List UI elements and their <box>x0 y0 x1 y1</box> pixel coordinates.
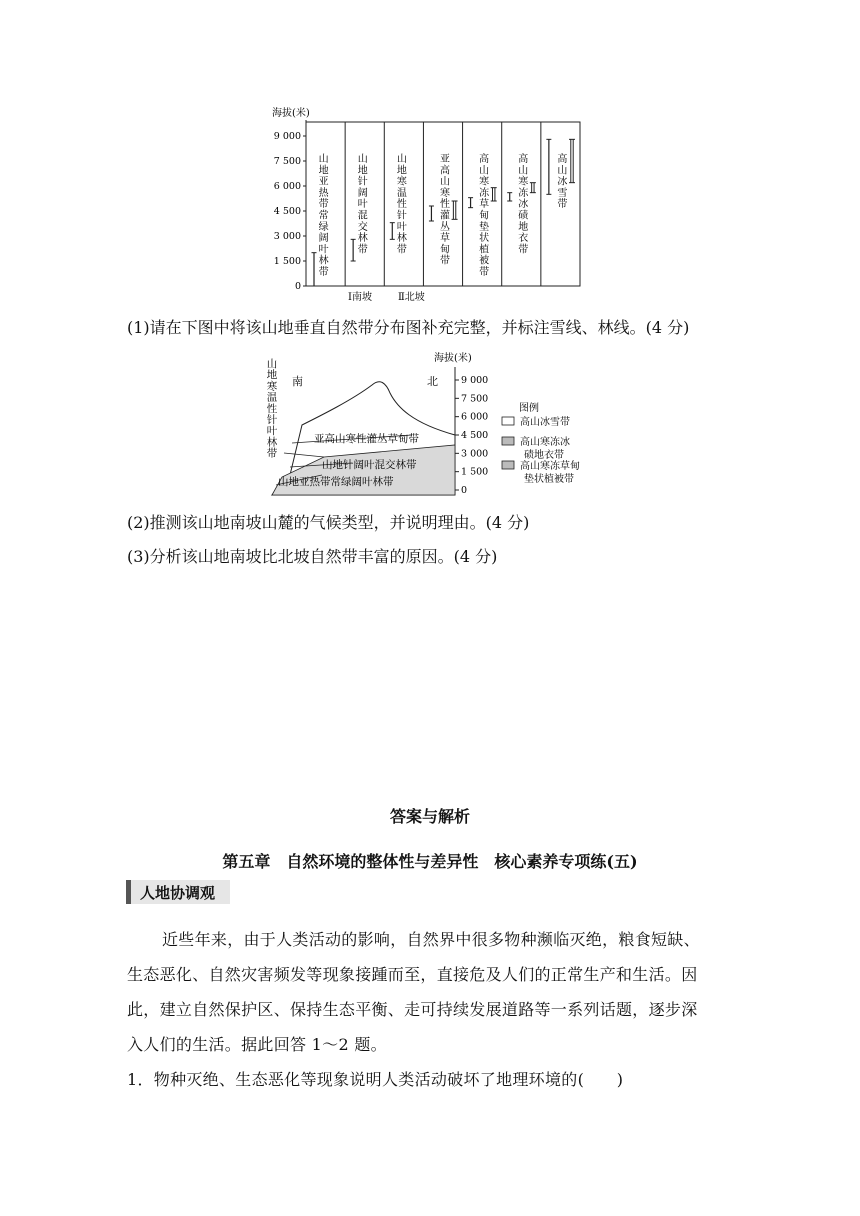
svg-text:叶: 叶 <box>266 425 278 438</box>
legend-north: Ⅱ北坡 <box>398 292 425 303</box>
svg-text:冻: 冻 <box>518 187 529 199</box>
question-2: (2)推测该山地南坡山麓的气候类型，并说明理由。(4 分) <box>127 513 530 532</box>
svg-text:甸: 甸 <box>440 244 450 256</box>
question-3: (3)分析该山地南坡比北坡自然带丰富的原因。(4 分) <box>127 547 498 566</box>
zone-label <box>479 152 490 278</box>
y-tick-label: 9 000 <box>273 131 301 142</box>
svg-text:冰: 冰 <box>557 176 568 188</box>
svg-text:垫: 垫 <box>479 221 490 233</box>
svg-text:带: 带 <box>266 447 278 460</box>
svg-text:状: 状 <box>479 233 490 245</box>
svg-text:性: 性 <box>266 402 278 415</box>
y-tick-label: 3 000 <box>273 231 301 242</box>
svg-text:地: 地 <box>318 165 329 177</box>
y-tick-label-2: 0 <box>461 485 468 496</box>
svg-text:高: 高 <box>518 154 529 165</box>
mountain-profile-svg <box>262 345 612 505</box>
svg-text:阔: 阔 <box>318 233 329 245</box>
svg-text:针: 针 <box>396 210 407 222</box>
legend-label: 高山冰雪带 <box>520 417 570 428</box>
svg-text:山: 山 <box>518 165 529 177</box>
svg-text:林: 林 <box>266 436 278 449</box>
svg-text:碛: 碛 <box>518 210 529 222</box>
svg-text:温: 温 <box>396 187 407 199</box>
svg-text:绿: 绿 <box>318 221 329 233</box>
svg-text:混: 混 <box>357 210 368 222</box>
svg-text:阔: 阔 <box>357 187 368 199</box>
question-1: (1)请在下图中将该山地垂直自然带分布图补充完整，并标注雪线、林线。(4 分) <box>127 318 690 337</box>
y-axis-title: 海拔(米) <box>272 108 310 119</box>
svg-text:温: 温 <box>266 391 278 404</box>
svg-text:带: 带 <box>440 255 450 267</box>
band-boundary <box>284 453 324 457</box>
svg-text:带: 带 <box>396 244 407 256</box>
south-label: 南 <box>292 375 303 388</box>
svg-text:冻: 冻 <box>479 187 490 199</box>
passage-line-2: 生态恶化、自然灾害频发等现象接踵而至，直接危及人们的正常生产和生活。因 <box>127 965 698 984</box>
svg-text:衣: 衣 <box>518 233 529 245</box>
svg-text:亚: 亚 <box>440 154 450 165</box>
legend-label: 高山寒冻冰 <box>520 437 570 448</box>
chapter-title: 第五章 自然环境的整体性与差异性 核心素养专项练(五) <box>222 852 638 871</box>
svg-text:地: 地 <box>518 221 529 233</box>
zone-label <box>319 152 330 278</box>
zone-label <box>440 153 450 267</box>
svg-text:带: 带 <box>318 199 329 211</box>
svg-text:山: 山 <box>557 165 568 177</box>
answer-title: 答案与解析 <box>389 807 470 826</box>
svg-text:带: 带 <box>357 244 368 256</box>
svg-text:亚: 亚 <box>318 176 329 188</box>
svg-text:带: 带 <box>479 267 490 278</box>
legend-title-2: 图例 <box>519 403 539 414</box>
y-tick-label-2: 1 500 <box>461 466 489 478</box>
svg-text:冰: 冰 <box>518 199 529 211</box>
svg-text:山: 山 <box>479 165 490 177</box>
y-axis-title-2: 海拔(米) <box>434 353 472 364</box>
svg-text:林: 林 <box>396 233 407 245</box>
svg-text:寒: 寒 <box>518 176 529 188</box>
svg-text:山: 山 <box>266 358 278 370</box>
svg-text:植: 植 <box>479 244 490 256</box>
y-tick-label-2: 3 000 <box>461 448 489 460</box>
y-tick-label-2: 7 500 <box>461 393 489 405</box>
band-label: 山地亚热带常绿阔叶林带 <box>278 476 394 488</box>
zone-label <box>358 152 368 255</box>
tag-marker <box>126 880 131 904</box>
svg-text:地: 地 <box>266 369 278 382</box>
north-label: 北 <box>427 375 438 388</box>
svg-text:带: 带 <box>318 267 329 278</box>
legend-swatch <box>502 417 514 425</box>
svg-text:叶: 叶 <box>357 199 368 211</box>
svg-text:寒: 寒 <box>440 187 450 199</box>
svg-text:带: 带 <box>557 199 568 211</box>
svg-text:针: 针 <box>266 414 278 426</box>
svg-text:带: 带 <box>518 244 529 256</box>
legend-south: Ⅰ南坡 <box>348 292 372 303</box>
zone-label <box>397 152 407 255</box>
svg-text:高: 高 <box>479 154 490 165</box>
passage-line-3: 此，建立自然保护区、保持生态平衡、走可持续发展道路等一系列话题，逐步深 <box>127 1000 698 1019</box>
svg-text:草: 草 <box>440 233 450 245</box>
y-tick-label-2: 6 000 <box>461 411 489 423</box>
svg-text:地: 地 <box>357 165 368 177</box>
band-label: 山地针阔叶混交林带 <box>322 459 417 471</box>
section-tag-label: 人地协调观 <box>140 884 216 902</box>
svg-text:性: 性 <box>396 199 407 211</box>
altitude-zone-chart <box>270 100 590 310</box>
mountain-profile-diagram <box>262 345 612 505</box>
y-tick-label-2: 4 500 <box>461 430 489 441</box>
svg-text:叶: 叶 <box>396 221 407 233</box>
svg-text:山: 山 <box>440 176 450 188</box>
svg-text:山: 山 <box>357 154 368 165</box>
svg-text:甸: 甸 <box>479 210 490 222</box>
svg-text:草: 草 <box>479 199 490 211</box>
svg-text:灌: 灌 <box>440 210 450 222</box>
section-tag <box>126 880 230 904</box>
svg-text:山: 山 <box>396 154 407 165</box>
svg-text:寒: 寒 <box>396 176 407 188</box>
legend-label: 高山寒冻草甸 <box>520 461 580 472</box>
zone-label <box>518 152 529 255</box>
svg-text:常: 常 <box>318 210 329 222</box>
svg-text:林: 林 <box>357 233 368 245</box>
legend-label: 垫状植被带 <box>524 474 574 485</box>
svg-text:地: 地 <box>396 165 407 177</box>
legend-swatch <box>502 461 514 469</box>
side-zone-label <box>267 357 278 460</box>
y-tick-label: 0 <box>294 281 301 292</box>
svg-text:交: 交 <box>357 221 368 233</box>
altitude-zone-chart-svg <box>270 100 590 310</box>
band-label: 亚高山寒性灌丛草甸带 <box>314 433 419 445</box>
svg-text:山: 山 <box>318 154 329 165</box>
zone-label <box>557 152 567 210</box>
legend-swatch <box>502 437 514 445</box>
svg-text:寒: 寒 <box>266 380 278 393</box>
passage-line-1: 近些年来，由于人类活动的影响，自然界中很多物种濒临灭绝，粮食短缺、 <box>162 930 700 949</box>
svg-text:寒: 寒 <box>479 176 490 188</box>
y-tick-label: 6 000 <box>273 181 301 192</box>
svg-text:雪: 雪 <box>557 187 568 199</box>
passage-line-4: 入人们的生活。据此回答 1～2 题。 <box>127 1035 387 1054</box>
svg-text:针: 针 <box>357 176 368 188</box>
svg-text:丛: 丛 <box>440 221 450 233</box>
y-tick-label: 1 500 <box>273 256 301 267</box>
y-tick-label: 4 500 <box>273 206 301 217</box>
svg-text:高: 高 <box>440 165 450 177</box>
svg-text:叶: 叶 <box>318 244 329 256</box>
y-tick-label-2: 9 000 <box>461 375 489 386</box>
legend-label: 碛地衣带 <box>524 450 564 461</box>
svg-text:热: 热 <box>318 187 329 199</box>
svg-text:高: 高 <box>557 154 568 165</box>
y-tick-label: 7 500 <box>273 156 301 167</box>
svg-text:性: 性 <box>440 199 450 211</box>
svg-text:林: 林 <box>318 255 329 267</box>
svg-text:被: 被 <box>479 255 490 267</box>
question-1-stem: 1．物种灭绝、生态恶化等现象说明人类活动破坏了地理环境的( ) <box>127 1070 624 1089</box>
